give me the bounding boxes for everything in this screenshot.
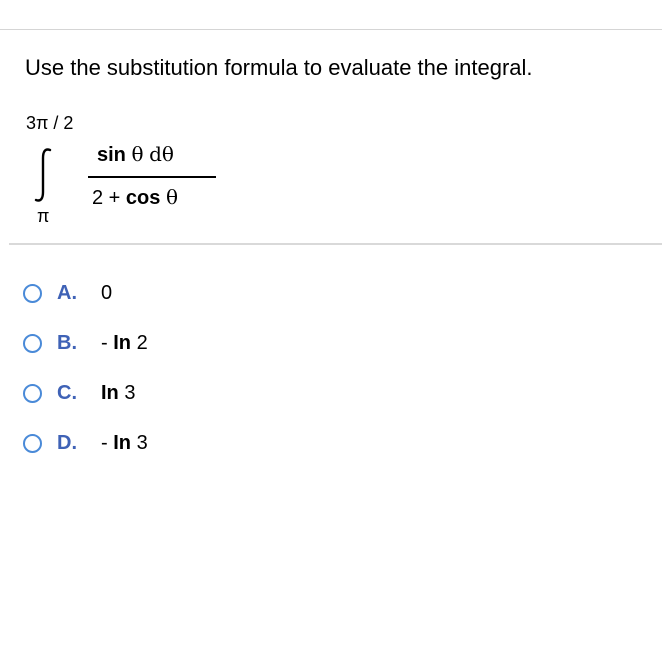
fraction-numerator	[97, 142, 174, 167]
top-divider	[0, 29, 662, 30]
numerator-dtheta: dθ	[149, 142, 174, 166]
option-answer: - In 3	[101, 431, 148, 454]
option-letter: B.	[57, 331, 77, 354]
denominator-theta: θ	[165, 185, 178, 209]
fraction-denominator	[92, 185, 178, 210]
numerator-sin: sin	[97, 144, 126, 166]
integral-sign-icon	[30, 146, 56, 204]
option-d[interactable]	[23, 430, 148, 456]
radio-button-a[interactable]	[23, 284, 42, 303]
radio-button-c[interactable]	[23, 384, 42, 403]
option-letter: A.	[57, 281, 77, 304]
option-answer: - In 2	[101, 331, 148, 354]
question-prompt: Use the substitution formula to evaluate the integral.	[25, 55, 533, 80]
radio-button-b[interactable]	[23, 334, 42, 353]
fraction-bar	[88, 176, 216, 178]
lower-limit: π	[37, 206, 50, 226]
option-a[interactable]	[23, 280, 112, 306]
option-answer: In 3	[101, 381, 136, 404]
option-c[interactable]	[23, 380, 135, 406]
denominator-cos: cos	[125, 187, 161, 209]
section-divider	[9, 243, 662, 245]
option-b[interactable]	[23, 330, 148, 356]
radio-button-d[interactable]	[23, 434, 42, 453]
option-letter: C.	[57, 381, 77, 404]
upper-limit: 3π / 2	[26, 113, 74, 133]
option-letter: D.	[57, 431, 77, 454]
denominator-constant: 2 +	[92, 187, 121, 209]
numerator-theta: θ	[131, 142, 144, 166]
option-answer: 0	[101, 281, 113, 304]
